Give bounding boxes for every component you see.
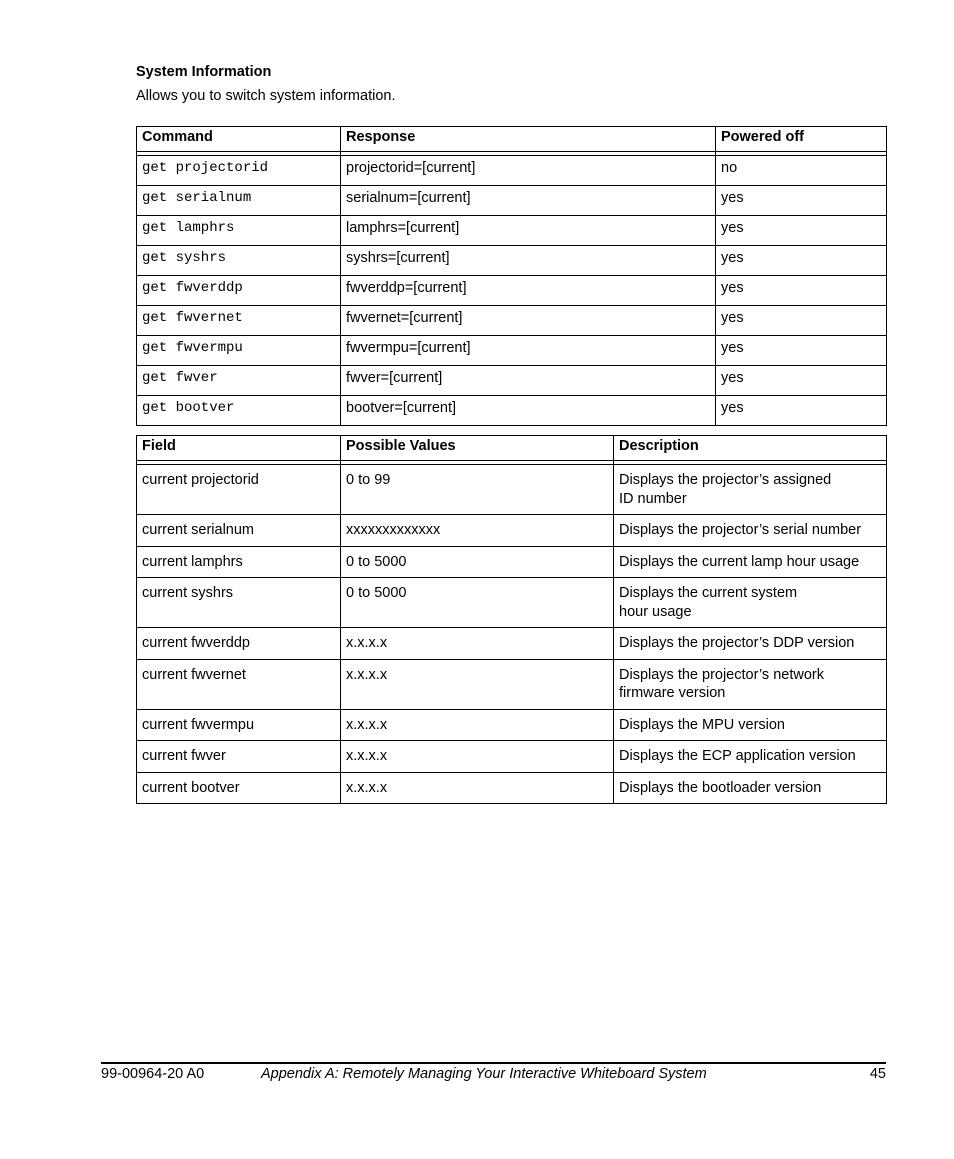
table-row — [137, 709, 887, 741]
powered-off-cell: yes — [716, 186, 887, 216]
response-cell: syshrs=[current] — [341, 246, 716, 276]
command-cell: get projectorid — [137, 156, 341, 186]
table-row — [137, 396, 887, 426]
values-cell: xxxxxxxxxxxxx — [341, 515, 614, 547]
description-cell — [614, 465, 887, 515]
command-cell: get syshrs — [137, 246, 341, 276]
table-row — [137, 216, 887, 246]
description-cell — [614, 546, 887, 578]
field-cell: current fwvernet — [137, 659, 341, 709]
values-cell: 0 to 99 — [341, 465, 614, 515]
response-cell: fwverddp=[current] — [341, 276, 716, 306]
field-cell: current projectorid — [137, 465, 341, 515]
powered-off-cell: yes — [716, 216, 887, 246]
powered-off-cell: yes — [716, 396, 887, 426]
response-cell: fwvernet=[current] — [341, 306, 716, 336]
description-line: Displays the projector’s assigned — [619, 472, 832, 488]
response-cell: fwvermpu=[current] — [341, 336, 716, 366]
table-row — [137, 186, 887, 216]
table-row — [137, 578, 887, 628]
table-row — [137, 246, 887, 276]
powered-off-cell: no — [716, 156, 887, 186]
response-header: Response — [341, 127, 716, 152]
values-cell: 0 to 5000 — [341, 578, 614, 628]
command-header: Command — [137, 127, 341, 152]
powered-off-cell: yes — [716, 336, 887, 366]
description-line: Displays the projector’s DDP version — [619, 635, 855, 651]
chapter-title: Appendix A: Remotely Managing Your Interactive Whiteboard System — [261, 1066, 707, 1082]
description-line: ID number — [619, 490, 687, 507]
description-cell — [614, 659, 887, 709]
table-row — [137, 465, 887, 515]
table-row — [137, 336, 887, 366]
table-row — [137, 366, 887, 396]
description-cell — [614, 628, 887, 660]
field-table-header — [137, 436, 887, 461]
values-cell: x.x.x.x — [341, 772, 614, 804]
table-row — [137, 659, 887, 709]
command-cell: get lamphrs — [137, 216, 341, 246]
description-line: firmware version — [619, 685, 726, 701]
response-cell: projectorid=[current] — [341, 156, 716, 186]
field-cell: current fwverddp — [137, 628, 341, 660]
description-line: Displays the current system — [619, 585, 798, 601]
values-cell: x.x.x.x — [341, 709, 614, 741]
description-line: Displays the ECP application version — [619, 748, 856, 764]
page-number: 45 — [869, 1066, 886, 1082]
description-cell — [614, 741, 887, 773]
command-cell: get bootver — [137, 396, 341, 426]
powered-off-cell: yes — [716, 276, 887, 306]
table-row — [137, 628, 887, 660]
description-line: Displays the bootloader version — [619, 779, 822, 796]
field-cell: current fwver — [137, 741, 341, 773]
command-cell: get serialnum — [137, 186, 341, 216]
response-cell: fwver=[current] — [341, 366, 716, 396]
section-description: Allows you to switch system information. — [136, 88, 396, 104]
possible-values-header: Possible Values — [341, 436, 614, 461]
field-cell: current bootver — [137, 772, 341, 804]
section-title: System Information — [136, 64, 272, 80]
field-cell: current fwvermpu — [137, 709, 341, 741]
description-line: Displays the current lamp hour usage — [619, 553, 860, 570]
table-row — [137, 156, 887, 186]
command-table-header — [137, 127, 887, 152]
command-cell: get fwvermpu — [137, 336, 341, 366]
response-cell: bootver=[current] — [341, 396, 716, 426]
document-number: 99-00964-20 A0 — [101, 1066, 205, 1082]
footer-rule — [101, 1062, 886, 1064]
field-cell: current lamphrs — [137, 546, 341, 578]
command-table — [136, 126, 887, 426]
values-cell: x.x.x.x — [341, 659, 614, 709]
description-cell — [614, 578, 887, 628]
values-cell: x.x.x.x — [341, 628, 614, 660]
description-line: Displays the MPU version — [619, 716, 785, 733]
table-row — [137, 546, 887, 578]
command-cell: get fwver — [137, 366, 341, 396]
description-line: Displays the projector’s network — [619, 666, 824, 683]
description-cell — [614, 515, 887, 547]
powered-off-cell: yes — [716, 306, 887, 336]
table-row — [137, 306, 887, 336]
command-cell: get fwverddp — [137, 276, 341, 306]
description-cell — [614, 709, 887, 741]
field-table — [136, 435, 887, 804]
field-cell: current serialnum — [137, 515, 341, 547]
description-cell — [614, 772, 887, 804]
description-line: hour usage — [619, 603, 692, 620]
values-cell: 0 to 5000 — [341, 546, 614, 578]
response-cell: lamphrs=[current] — [341, 216, 716, 246]
description-header: Description — [614, 436, 887, 461]
response-cell: serialnum=[current] — [341, 186, 716, 216]
table-row — [137, 515, 887, 547]
values-cell: x.x.x.x — [341, 741, 614, 773]
powered-off-cell: yes — [716, 246, 887, 276]
table-row — [137, 772, 887, 804]
field-cell: current syshrs — [137, 578, 341, 628]
powered-off-cell: yes — [716, 366, 887, 396]
field-header: Field — [137, 436, 341, 461]
table-row — [137, 741, 887, 773]
powered-off-header: Powered off — [716, 127, 887, 152]
table-row — [137, 276, 887, 306]
command-cell: get fwvernet — [137, 306, 341, 336]
description-line: Displays the projector’s serial number — [619, 522, 862, 538]
